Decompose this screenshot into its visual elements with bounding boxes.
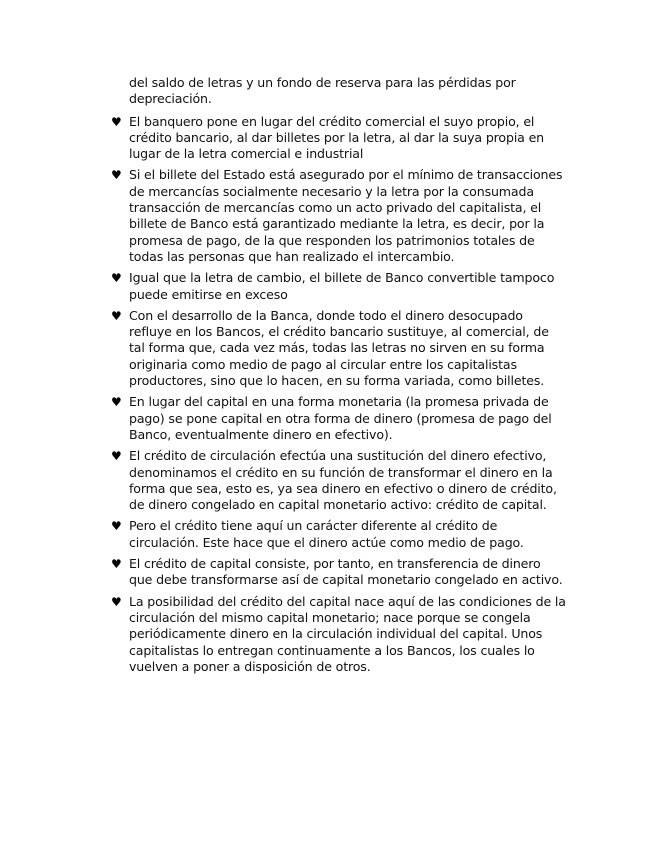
bullet-item (111, 270, 566, 303)
bullet-text: Si el billete del Estado está asegurado por el mínimo de transacciones de mercancías socialmente necesario y la letra por la consumada transacción de mercancías como un acto privado del capitalista, el billete de Banco está garantizado mediante la letra, es decir, por la promesa de pago, de la que responden los patrimonios totales de todas las personas que han realizado el intercambio. (129, 167, 563, 264)
bullet-text: Con el desarrollo de la Banca, donde todo el dinero desocupado refluye en los Bancos, el crédito bancario sustituye, al comercial, de tal forma que, cada vez más, todas las letras no sirven en su forma originaria como medio de pago al circular entre los capitalistas productores, sino que lo hacen, en su forma variada, como billetes. (129, 307, 549, 389)
heart-icon: ♥ (111, 395, 122, 410)
document-body (111, 75, 566, 680)
heart-icon: ♥ (111, 271, 122, 286)
bullet-list (111, 114, 566, 676)
heart-icon: ♥ (111, 519, 122, 534)
bullet-text: En lugar del capital en una forma monetaria (la promesa privada de pago) se pone capital en otra forma de dinero (promesa de pago del Banco, eventualmente dinero en efectivo). (129, 394, 552, 442)
bullet-text: El crédito de circulación efectúa una sustitución del dinero efectivo, denominamos el crédito en su función de transformar el dinero en la forma que sea, esto es, ya sea dinero en efectivo o dinero de crédito, de dinero congelado en capital monetario activo: crédito de capital. (129, 448, 557, 513)
heart-icon: ♥ (111, 594, 122, 609)
heart-icon: ♥ (111, 557, 122, 572)
bullet-item (111, 518, 566, 551)
bullet-item (111, 114, 566, 163)
bullet-text: Pero el crédito tiene aquí un carácter diferente al crédito de circulación. Este hace que el dinero actúe como medio de pago. (129, 518, 524, 550)
bullet-text: El banquero pone en lugar del crédito comercial el suyo propio, el crédito bancario, al dar billetes por la letra, al dar la suya propia en lugar de la letra comercial e industrial (129, 113, 545, 162)
bullet-text: La posibilidad del crédito del capital nace aquí de las condiciones de la circulación del mismo capital monetario; nace porque se congela periódicamente dinero en la circulación individual del capital. Unos capitalistas lo entregan continuamente a los Bancos, los cuales lo vuelven a poner a disposición de otros. (129, 593, 566, 674)
bullet-item (111, 556, 566, 589)
heart-icon: ♥ (111, 449, 122, 464)
continuation-paragraph: del saldo de letras y un fondo de reserva para las pérdidas por depreciación. (129, 75, 516, 107)
bullet-text: El crédito de capital consiste, por tanto, en transferencia de dinero que debe transformarse así de capital monetario congelado en activo. (129, 556, 563, 588)
bullet-text: Igual que la letra de cambio, el billete de Banco convertible tampoco puede emitirse en exceso (129, 270, 555, 302)
heart-icon: ♥ (111, 168, 122, 183)
bullet-item (111, 308, 566, 389)
bullet-item (111, 394, 566, 443)
bullet-item (111, 167, 566, 265)
bullet-item (111, 594, 566, 675)
heart-icon: ♥ (111, 114, 122, 129)
bullet-item (111, 448, 566, 513)
heart-icon: ♥ (111, 308, 122, 323)
